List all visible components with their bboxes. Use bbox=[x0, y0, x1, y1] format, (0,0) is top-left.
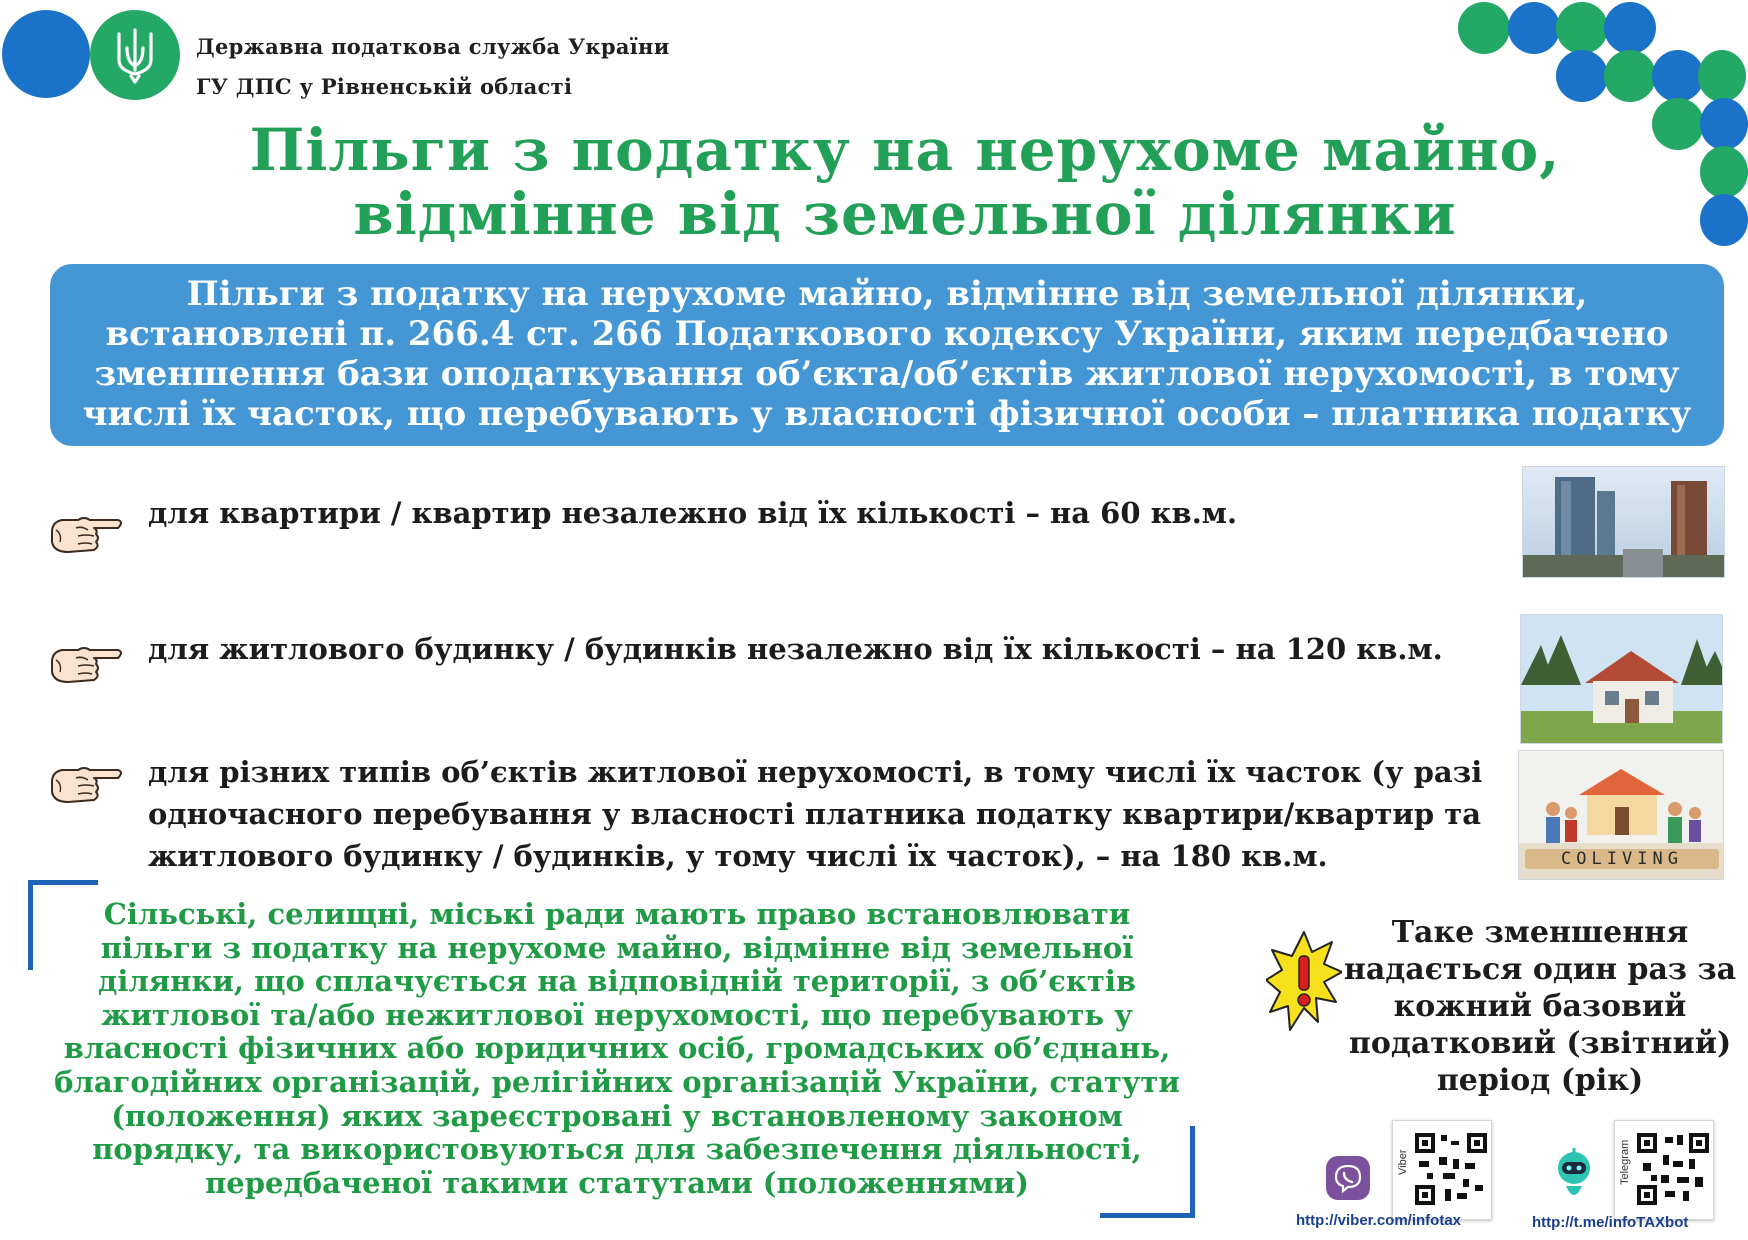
councils-text bbox=[22, 898, 1212, 1200]
benefit-mixed-line: житлового будинку / будинків, у тому числі їх часток), – на 180 кв.м. bbox=[148, 839, 1328, 873]
benefit-mixed-line: одночасного перебування у власності платника податку квартири/квартир та bbox=[148, 797, 1481, 831]
apartment-towers-photo bbox=[1522, 466, 1725, 578]
coliving-photo bbox=[1518, 750, 1724, 880]
note-line: Таке зменшення bbox=[1391, 915, 1689, 950]
note-line: період (рік) bbox=[1436, 1063, 1644, 1098]
note-text bbox=[1340, 914, 1740, 1099]
qr-pattern bbox=[1637, 1133, 1709, 1205]
house-photo bbox=[1520, 614, 1723, 744]
exclamation-icon bbox=[1266, 930, 1342, 1040]
councils-line: ділянки, що сплачується на відповідній території, з об’єктів bbox=[98, 964, 1136, 999]
telegram-qr-code[interactable] bbox=[1614, 1120, 1714, 1220]
viber-link[interactable]: http://viber.com/infotax bbox=[1296, 1212, 1462, 1229]
org-name: Державна податкова служба України bbox=[196, 34, 670, 59]
decor-circle bbox=[2, 10, 90, 98]
councils-line: власності фізичних або юридичних осіб, громадських об’єднань, bbox=[63, 1031, 1171, 1066]
page-title bbox=[180, 118, 1630, 246]
qr-side-label: Viber bbox=[1397, 1149, 1409, 1175]
intro-line: зменшення бази оподаткування об’єкта/об’єктів житлової нерухомості, в тому bbox=[94, 354, 1680, 394]
pointing-hand-icon bbox=[48, 640, 124, 690]
councils-line: житлової та/або нежитлової нерухомості, що перебувають у bbox=[101, 997, 1133, 1032]
benefit-apartment: для квартири / квартир незалежно від їх кількості – на 60 кв.м. bbox=[148, 496, 1238, 530]
councils-line: благодійних організацій, релігійних організацій України, статути bbox=[54, 1064, 1180, 1099]
councils-line: пільги з податку на нерухоме майно, відмінне від земельної bbox=[100, 930, 1134, 965]
intro-box bbox=[50, 264, 1724, 446]
councils-line: передбаченої такими статутами (положеннями) bbox=[205, 1165, 1029, 1200]
councils-line: порядку, та використовуються для забезпечення діяльності, bbox=[92, 1132, 1142, 1167]
telegram-link[interactable]: http://t.me/infoTAXbot bbox=[1532, 1214, 1689, 1231]
pointing-hand-icon bbox=[48, 760, 124, 810]
qr-pattern bbox=[1415, 1133, 1487, 1205]
org-unit: ГУ ДПС у Рівненській області bbox=[196, 74, 573, 99]
benefit-mixed bbox=[148, 751, 1482, 877]
viber-qr-code[interactable] bbox=[1392, 1120, 1492, 1220]
note-line: надається один раз за bbox=[1343, 952, 1737, 987]
viber-icon[interactable] bbox=[1326, 1156, 1370, 1200]
chatbot-icon[interactable] bbox=[1550, 1146, 1598, 1204]
councils-line: (положення) яких зареєстровані у встановленому законом bbox=[111, 1098, 1123, 1133]
intro-line: встановлені п. 266.4 ст. 266 Податкового кодексу України, яким передбачено bbox=[105, 314, 1669, 354]
benefit-mixed-line: для різних типів об’єктів житлової нерухомості, в тому числі їх часток (у разі bbox=[148, 755, 1483, 789]
note-line: податковий (звітний) bbox=[1348, 1026, 1732, 1061]
benefit-house: для житлового будинку / будинків незалежно від їх кількості – на 120 кв.м. bbox=[148, 632, 1443, 666]
councils-line: Сільські, селищні, міські ради мають право встановлювати bbox=[103, 897, 1131, 931]
intro-line: Пільги з податку на нерухоме майно, відмінне від земельної ділянки, bbox=[186, 274, 1588, 314]
coliving-label: COLIVING bbox=[1525, 849, 1719, 869]
qr-side-label: Telegram bbox=[1619, 1139, 1631, 1185]
note-line: кожний базовий bbox=[1393, 989, 1687, 1024]
page-title-line: відмінне від земельної ділянки bbox=[353, 180, 1457, 248]
intro-line: числі їх часток, що перебувають у власності фізичної особи – платника податку bbox=[82, 394, 1692, 434]
trident-icon bbox=[90, 10, 180, 100]
page-title-line: Пільги з податку на нерухоме майно, bbox=[249, 116, 1561, 184]
pointing-hand-icon bbox=[48, 510, 124, 560]
